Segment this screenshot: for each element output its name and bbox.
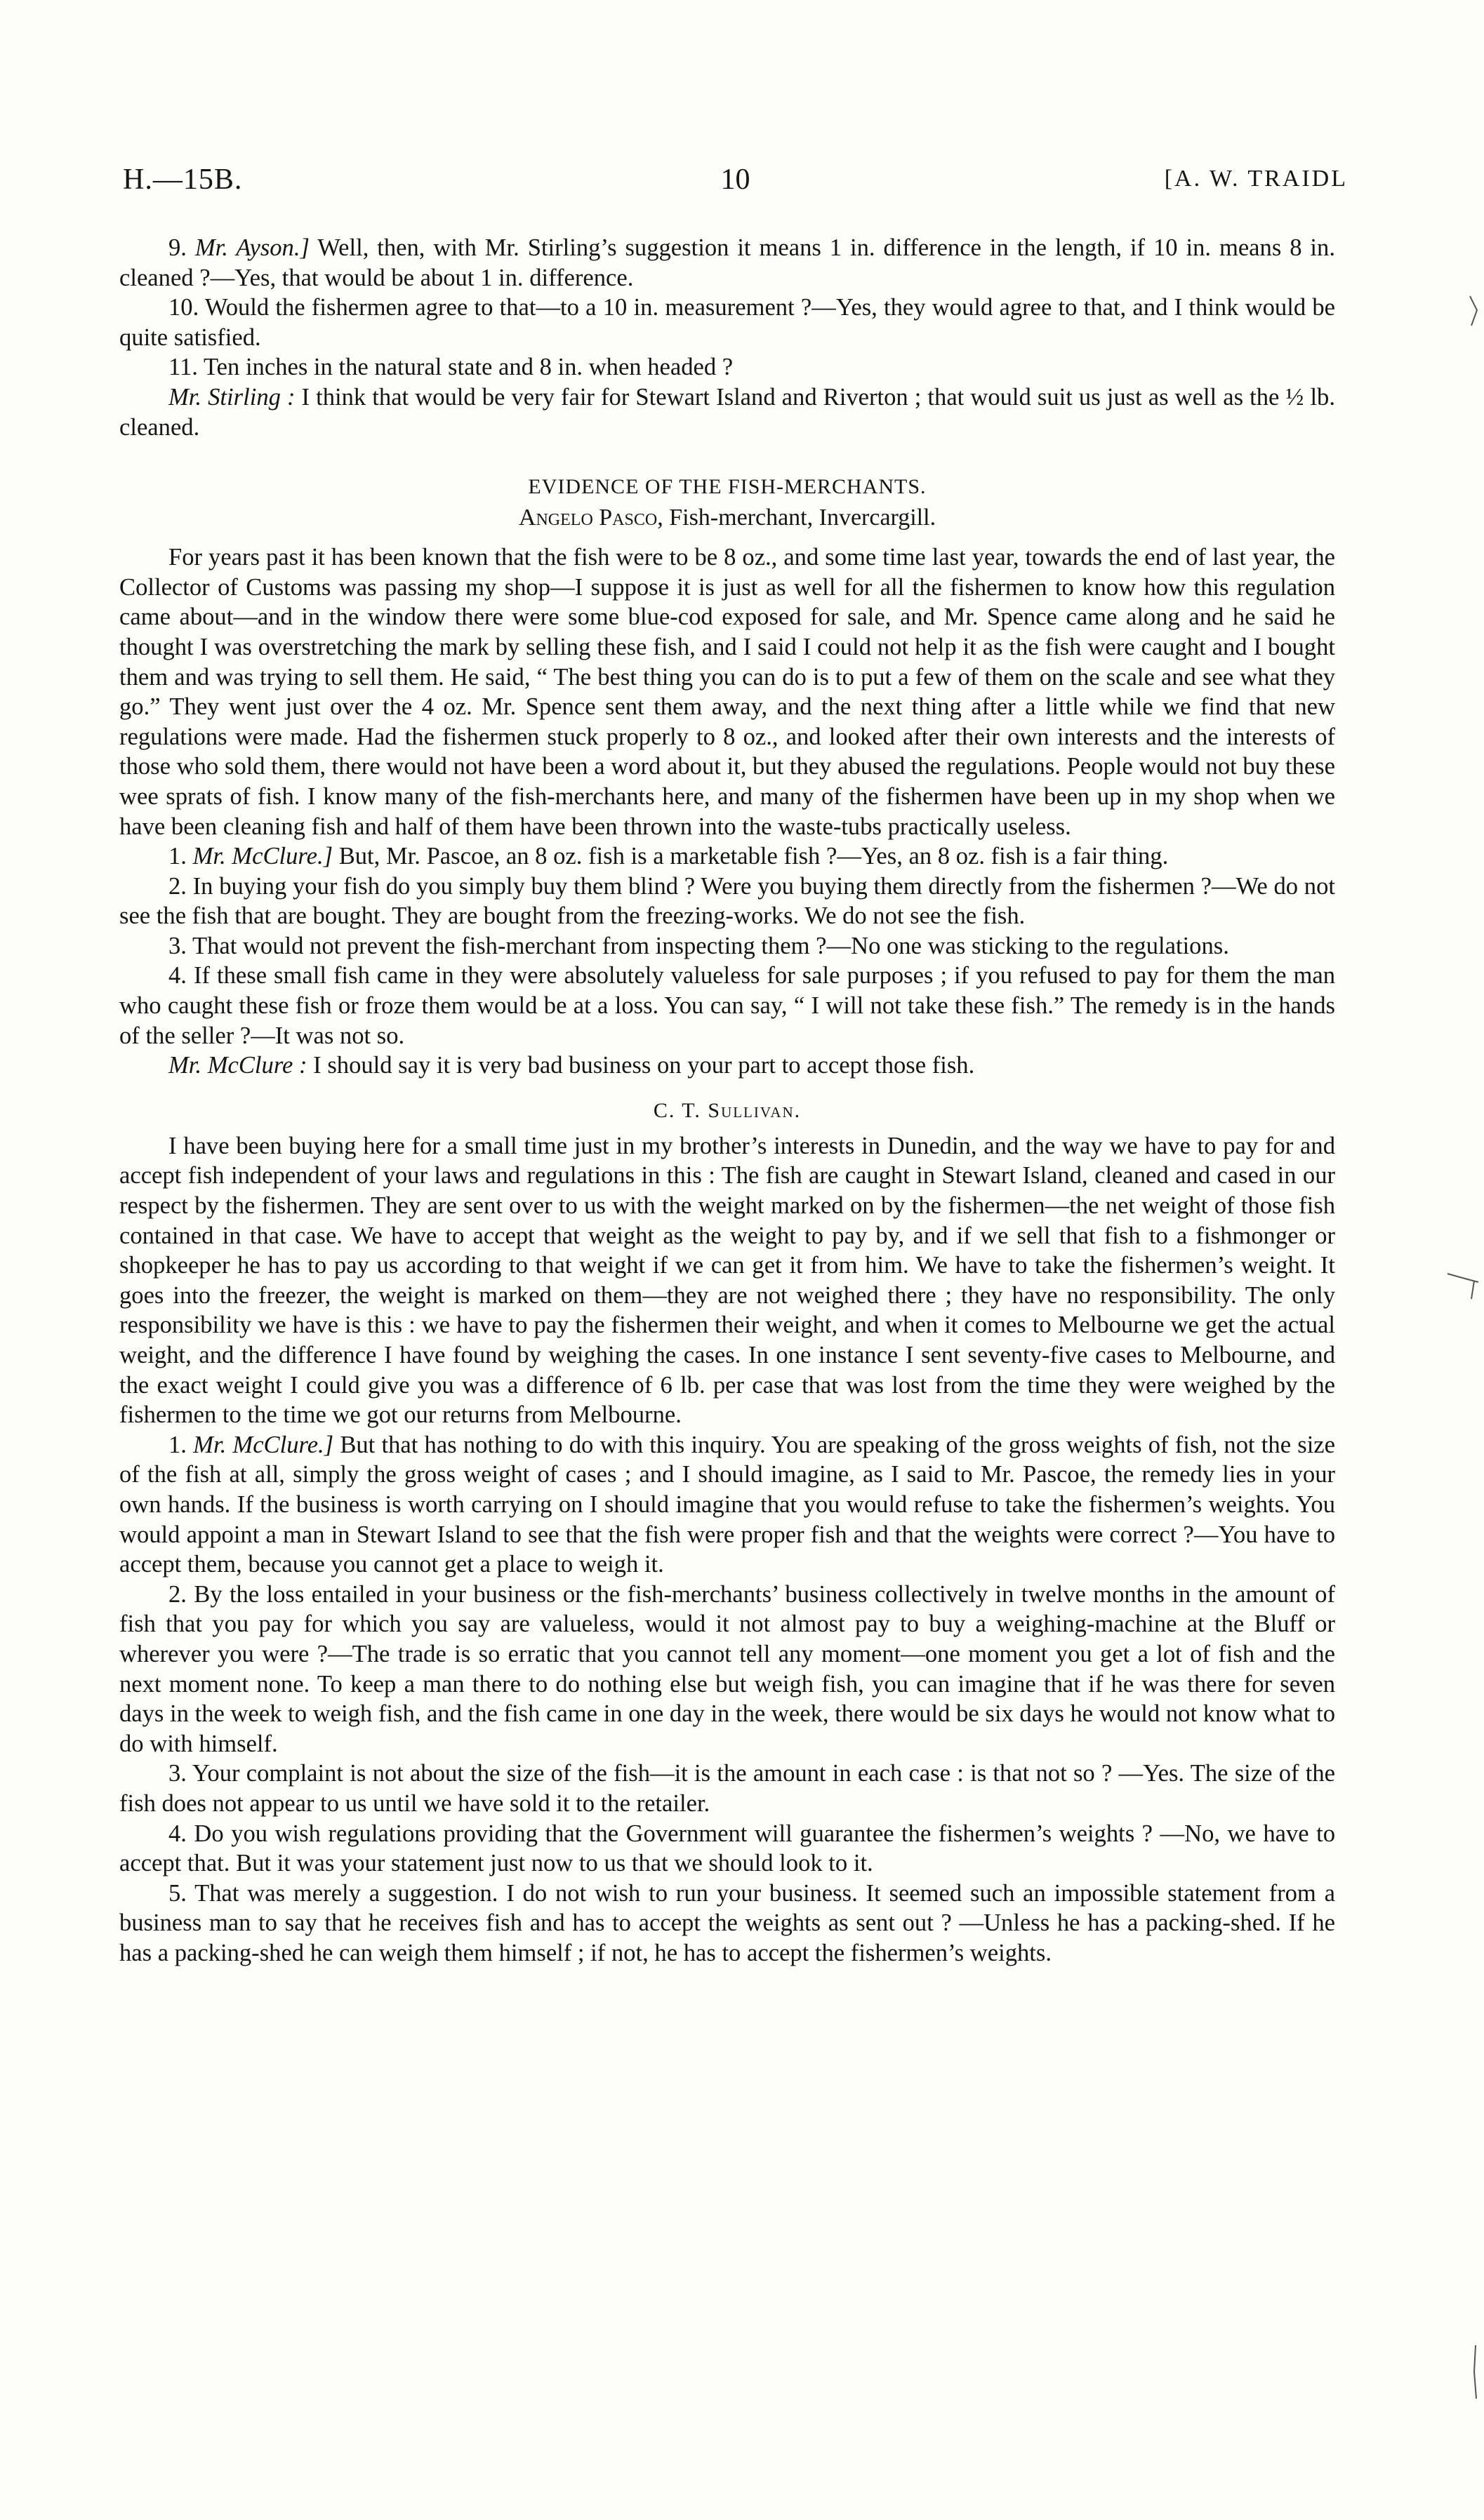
- witness-heading-pasco: Angelo Pasco, Fish-merchant, Invercargill.: [518, 505, 936, 531]
- margin-mark-bottom-right: [1470, 2344, 1480, 2400]
- pasco-question-4: 4. If these small fish came in they were absolutely valueless for sale purposes ; if you refused to pay for them the man who caught these fish or froze them would be at a loss. You can say, “ I will not take these fish.” The remedy is in the hands of the seller ?—It was not so.: [119, 962, 1335, 1049]
- pasco-question-1: 1. Mr. McClure.] But, Mr. Pascoe, an 8 oz. fish is a marketable fish ?—Yes, an 8 oz. fish is a fair thing.: [168, 843, 1169, 870]
- pasco-statement: For years past it has been known that the fish were to be 8 oz., and some time last year, towards the end of last year, the Collector of Customs was passing my shop—I suppose it is just as well for all the fishermen to know how this regulation came about—and in the window there were some blue-cod exposed for sale, and Mr. Spence came along and he said he thought I was overstretching the mark by selling these fish, and I said I could not help it as the fish were caught and I bought them and was trying to sell them. He said, “ The best thing you can do is to put a few of them on the scale and see what they go.” They went just over the 4 oz. Mr. Spence sent them away, and the next thing after a little while we find that new regulations were made. Had the fishermen stuck properly to 8 oz., and looked after their own interests and the interests of those who sold them, there would not have been a word about it, but they abused the regulations. People would not buy these wee sprats of fish. I know many of the fish-merchants here, and many of the fishermen have been up in my shop when we have been cleaning fish and half of them have been thrown into the waste-tubs practically useless.: [119, 544, 1335, 840]
- margin-mark-top-right: [1467, 293, 1481, 328]
- speaker: Mr. McClure.]: [193, 1431, 334, 1458]
- sullivan-question-3: 3. Your complaint is not about the size of the fish—it is the amount in each case : is that not so ? —Yes. The size of the fish does not appear to us until we have sold it to the retailer.: [119, 1760, 1335, 1817]
- sullivan-question-4: 4. Do you wish regulations providing that the Government will guarantee the fishermen’s weights ? —No, we have to accept that. But it was your statement just now to us that we should look to it.: [119, 1820, 1335, 1877]
- margin-mark-mid-right: [1446, 1267, 1481, 1302]
- question-9: 9. Mr. Ayson.] Well, then, with Mr. Stirling’s suggestion it means 1 in. difference in the length, if 10 in. means 8 in. cleaned ?—Yes, that would be about 1 in. difference.: [119, 234, 1335, 291]
- page-body: [119, 233, 1335, 1968]
- witness-running-head: [A. W. TRAIDL: [1164, 166, 1348, 192]
- sullivan-question-1: 1. Mr. McClure.] But that has nothing to do with this inquiry. You are speaking of the gross weights of fish, not the size of the fish at all, simply the gross weight of cases ; and I should imagine, as I said to Mr. Pascoe, the remedy lies in your own hands. If the business is worth carrying on I should imagine that you would refuse to take the fishermen’s weights. You would appoint a man in Stewart Island to see that the fish were proper fish and that the weights were correct ?—You have to accept them, because you cannot get a place to weigh it.: [119, 1431, 1335, 1578]
- page-number: 10: [720, 164, 750, 196]
- sullivan-statement: I have been buying here for a small time just in my brother’s interests in Dunedin, and the way we have to pay for and accept fish independent of your laws and regulations in this : The fish are caught in Stewart Island, cleaned and cased in our respect by the fishermen. They are sent over to us with the weight marked on by the fishermen—the net weight of those fish contained in that case. We have to accept that weight as the weight to pay by, and if we sell that fish to a fishmonger or shopkeeper he has to pay us according to that weight if we can get it from him. We have to take the fishermen’s weight. It goes into the freezer, the weight is marked on them—they are not weighed there ; they have no responsibility. The only responsibility we have is this : we have to pay the fishermen their weight, and when it comes to Melbourne we get the actual weight, and the difference I have found by weighing the cases. In one instance I sent seventy-five cases to Melbourne, and the exact weight I could give you was a difference of 6 lb. per case that was lost from the time they were weighed by the fishermen to the time we got our returns from Melbourne.: [119, 1132, 1335, 1429]
- pasco-question-2: 2. In buying your fish do you simply buy them blind ? Were you buying them directly from the fishermen ?—We do not see the fish that are bought. They are bought from the freezing-works. We do not see the fish.: [119, 872, 1335, 930]
- section-heading: EVIDENCE OF THE FISH-MERCHANTS.: [528, 475, 927, 499]
- mcclure-remark: Mr. McClure : I should say it is very bad business on your part to accept those fish.: [168, 1052, 975, 1079]
- page-header: [123, 163, 1348, 212]
- question-10: 10. Would the fishermen agree to that—to a 10 in. measurement ?—Yes, they would agree to that, and I think would be quite satisfied.: [119, 294, 1335, 351]
- speaker: Mr. Stirling :: [168, 383, 296, 411]
- witness-heading-sullivan: C. T. Sullivan.: [653, 1098, 802, 1122]
- sullivan-question-5: 5. That was merely a suggestion. I do not wish to run your business. It seemed such an impossible statement from a business man to say that he receives fish and has to accept the weights as sent out ? —Unless he has a packing-shed. If he has a packing-shed he can weigh them himself ; if not, he has to accept the fishermen’s weights.: [119, 1879, 1335, 1966]
- pasco-question-3: 3. That would not prevent the fish-merchant from inspecting them ?—No one was sticking to the regulations.: [168, 932, 1229, 959]
- stirling-remark: Mr. Stirling : I think that would be very fair for Stewart Island and Riverton ; that would suit us just as well as the ½ lb. cleaned.: [119, 383, 1335, 441]
- report-code: H.—15B.: [123, 164, 243, 196]
- speaker: Mr. McClure.]: [192, 843, 333, 870]
- sullivan-question-2: 2. By the loss entailed in your business or the fish-merchants’ business collectively in twelve months in the amount of fish that you pay for which you say are valueless, would it not almost pay to buy a weighing-machine at the Bluff or wherever you were ?—The trade is so erratic that you cannot tell any moment—one moment you get a lot of fish and the next moment none. To keep a man there to do nothing else but weigh fish, you can imagine that if he was there for seven days in the week to weigh fish, and the fish came in one day in the week, there would be six days he would not know what to do with himself.: [119, 1580, 1335, 1757]
- question-11: 11. Ten inches in the natural state and 8 in. when headed ?: [168, 354, 734, 381]
- speaker: Mr. McClure :: [168, 1052, 307, 1079]
- speaker: Mr. Ayson.]: [194, 234, 310, 261]
